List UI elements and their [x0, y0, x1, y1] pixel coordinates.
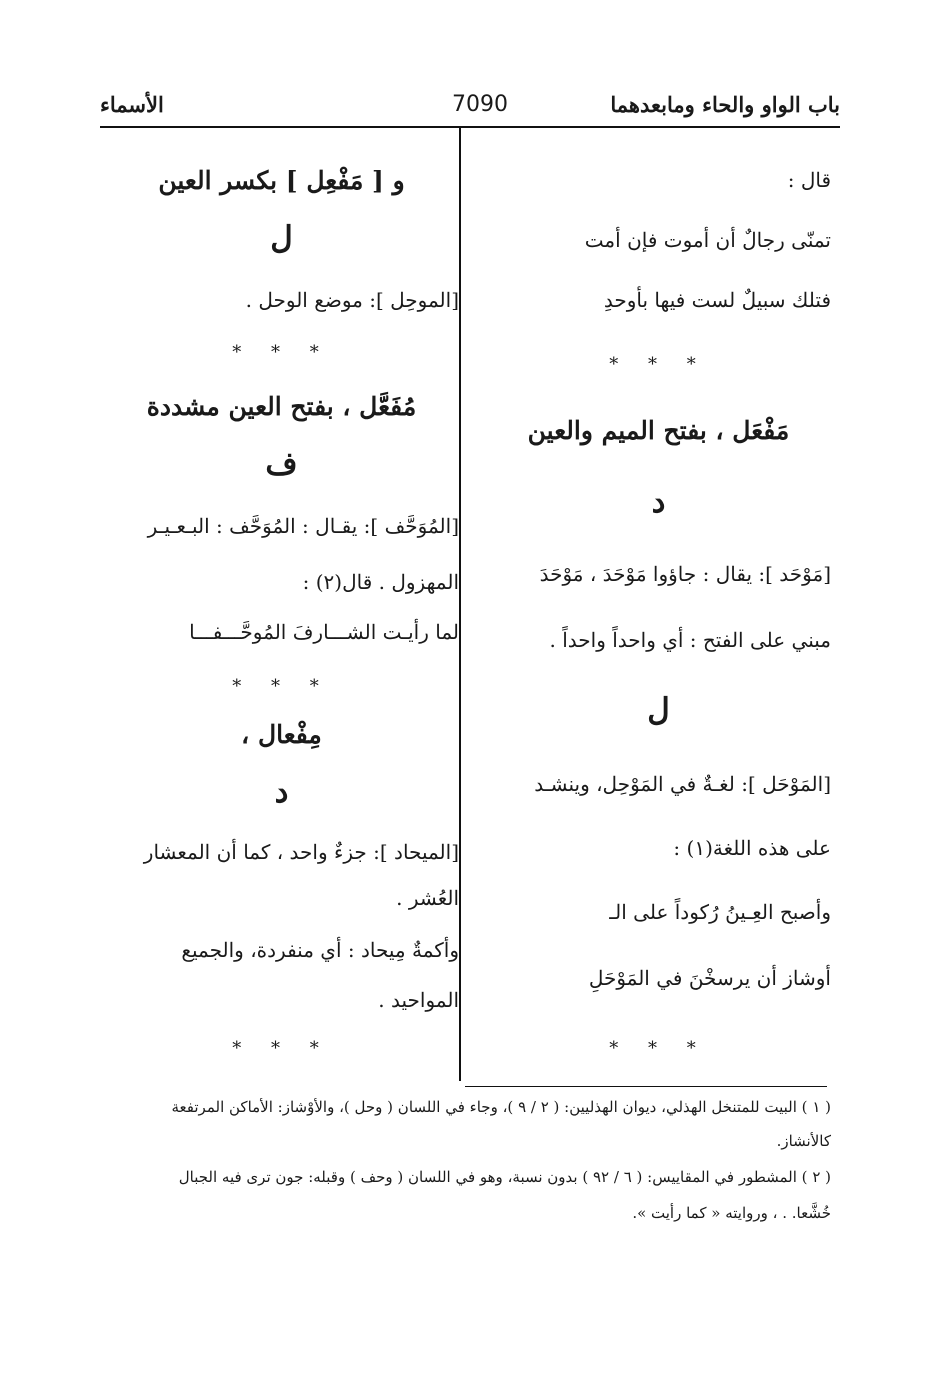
verse-line-4: أوشاز أن يرسخْنَ في المَوْحَلِ: [588, 966, 831, 990]
root-letter: ف: [265, 446, 298, 482]
root-letter: ل: [647, 692, 670, 728]
separator-stars: * * *: [609, 354, 708, 375]
verse-line: لما رأيـت الشـــارفَ المُوحَّـــفـــا: [189, 620, 459, 644]
root-letter: د: [274, 774, 289, 810]
separator-stars: * * *: [232, 342, 331, 363]
footnote-2-cont: خُشَّعا. . ، وروايته « كما رأيت ».: [632, 1204, 831, 1222]
column-divider: [459, 128, 461, 1081]
entry-text: [الميحاد ]: جزءٌ واحد ، كما أن المعشار: [143, 840, 459, 864]
root-letter: د: [651, 484, 666, 520]
entry-text: وأكمةٌ مِيحاد : أي منفردة، والجميع: [181, 938, 459, 962]
section-title: باب الواو والحاء ومابعدهما: [610, 92, 840, 117]
entry-text: على هذه اللغة(١) :: [673, 836, 831, 860]
footnote-rule: [465, 1086, 827, 1087]
footnote-2: ( ٢ ) المشطور في المقاييس: ( ٦ / ٩٢ ) بدون نسبة، وهو في اللسان ( وحف ) وقبله: جون ترى فيه الجبال: [178, 1168, 831, 1186]
entry-text: [مَوْحَد ]: يقال : جاؤوا مَوْحَدَ ، مَوْحَدَ: [539, 562, 831, 586]
entry-heading: مُفَعَّل ، بفتح العين مشددة: [146, 392, 417, 421]
separator-stars: * * *: [609, 1038, 708, 1059]
verse-line-1: تمنّى رجالٌ أن أموت فإن أمت: [584, 228, 831, 252]
entry-heading: مِفْعال ،: [241, 720, 322, 749]
footnote-1-cont: كالأنشاز.: [776, 1132, 831, 1150]
separator-stars: * * *: [232, 676, 331, 697]
entry-text: [الموحِل ]: موضع الوحل .: [245, 288, 459, 312]
page-number: 7090: [452, 92, 508, 117]
footnote-1: ( ١ ) البيت للمتنخل الهذلي، ديوان الهذليين: ( ٢ / ٩ )، وجاء في اللسان ( وحل )، والأوْشاز: الأماكن المرتفعة: [171, 1098, 831, 1116]
entry-text: مبني على الفتح : أي واحداً واحداً .: [549, 628, 831, 652]
qaal-text: قال :: [787, 168, 831, 192]
entry-text: [المُوَحَّف ]: يقـال : المُوَحَّف : البـعـيـر: [147, 514, 459, 538]
entry-text: المهزول . قال(٢) :: [302, 570, 459, 594]
entry-heading: مَفْعَل ، بفتح الميم والعين: [527, 416, 790, 445]
entry-text: المواحيد .: [378, 988, 459, 1012]
root-letter: ل: [270, 220, 293, 256]
page-header: [100, 92, 840, 128]
category-title: الأسماء: [100, 92, 164, 117]
verse-line-3: وأصبح العِـينُ رُكوداً على الـ: [609, 900, 831, 924]
verse-line-2: فتلك سبيلٌ لست فيها بأوحدِ: [603, 288, 831, 312]
entry-heading: و [ مَفْعِل ] بكسر العين: [158, 166, 405, 195]
entry-text: [المَوْحَل ]: لغـةٌ في المَوْحِل، وينشـد: [534, 772, 831, 796]
entry-text: العُشر .: [396, 886, 459, 910]
separator-stars: * * *: [232, 1038, 331, 1059]
header-rule: [100, 126, 840, 128]
